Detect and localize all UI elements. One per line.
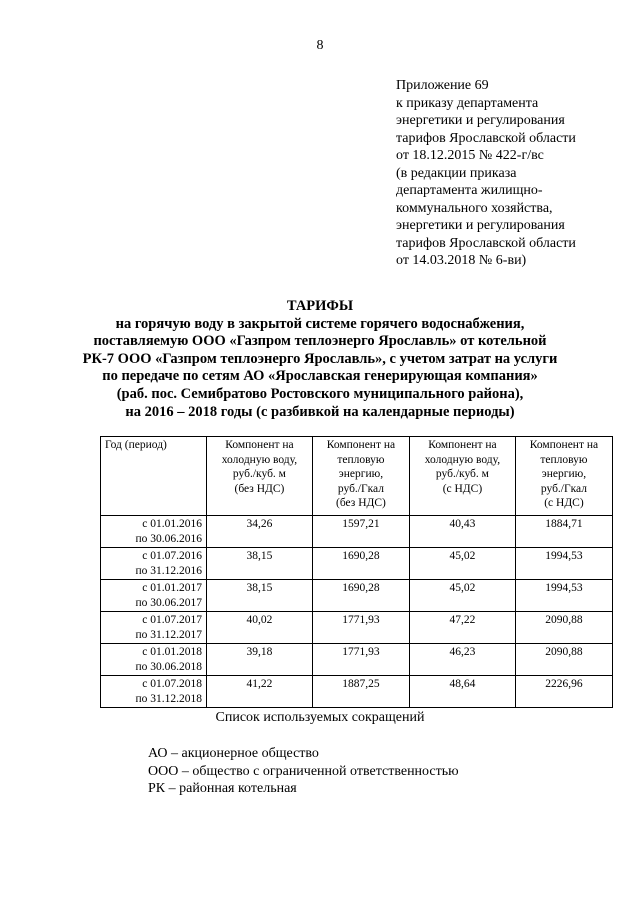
value-cell: 1690,28 bbox=[312, 580, 409, 612]
abbreviation-item: ООО – общество с ограниченной ответственностью bbox=[148, 763, 459, 779]
value-cell: 1597,21 bbox=[312, 516, 409, 548]
table-row bbox=[101, 516, 613, 548]
period-cell: с 01.01.2018 по 30.06.2018 bbox=[101, 644, 207, 676]
appendix-line: коммунального хозяйства, bbox=[396, 200, 553, 216]
value-cell: 41,22 bbox=[207, 676, 313, 708]
appendix-line: департамента жилищно- bbox=[396, 183, 543, 198]
value-cell: 1690,28 bbox=[312, 548, 409, 580]
abbreviations-list bbox=[148, 745, 459, 798]
appendix-block bbox=[396, 77, 576, 270]
value-cell: 45,02 bbox=[409, 548, 515, 580]
table-row bbox=[101, 612, 613, 644]
title-line: поставляемую ООО «Газпром теплоэнерго Ярославль» от котельной bbox=[93, 333, 547, 350]
appendix-line: от 18.12.2015 № 422-г/вс bbox=[396, 148, 544, 163]
appendix-line: энергетики и регулирования bbox=[396, 218, 565, 233]
value-cell: 1771,93 bbox=[312, 644, 409, 676]
period-cell: с 01.01.2017 по 30.06.2017 bbox=[101, 580, 207, 612]
period-cell: с 01.07.2017 по 31.12.2017 bbox=[101, 612, 207, 644]
value-cell: 40,02 bbox=[207, 612, 313, 644]
table-row bbox=[101, 548, 613, 580]
appendix-line: (в редакции приказа bbox=[396, 165, 517, 181]
value-cell: 1884,71 bbox=[515, 516, 612, 548]
value-cell: 1771,93 bbox=[312, 612, 409, 644]
period-cell: с 01.07.2018 по 31.12.2018 bbox=[101, 676, 207, 708]
value-cell: 2090,88 bbox=[515, 612, 612, 644]
value-cell: 2226,96 bbox=[515, 676, 612, 708]
value-cell: 38,15 bbox=[207, 548, 313, 580]
appendix-line: к приказу департамента bbox=[396, 95, 539, 111]
abbreviation-item: АО – акционерное общество bbox=[148, 746, 319, 761]
header-heat-vat: Компонент на тепловую энергию, руб./Гкал (с НДС) bbox=[515, 437, 612, 516]
table-row bbox=[101, 644, 613, 676]
value-cell: 48,64 bbox=[409, 676, 515, 708]
appendix-line: энергетики и регулирования bbox=[396, 113, 565, 128]
value-cell: 40,43 bbox=[409, 516, 515, 548]
table-row bbox=[101, 580, 613, 612]
appendix-line: тарифов Ярославской области bbox=[396, 130, 576, 146]
title-line: РК-7 ООО «Газпром теплоэнерго Ярославль», с учетом затрат на услуги bbox=[82, 350, 558, 367]
title-line: ТАРИФЫ bbox=[286, 298, 354, 314]
header-cold-water-vat: Компонент на холодную воду, руб./куб. м (с НДС) bbox=[409, 437, 515, 516]
appendix-line: Приложение 69 bbox=[396, 78, 489, 93]
appendix-line: от 14.03.2018 № 6-ви) bbox=[396, 253, 527, 268]
abbreviation-item: РК – районная котельная bbox=[148, 781, 297, 796]
value-cell: 45,02 bbox=[409, 580, 515, 612]
value-cell: 1994,53 bbox=[515, 580, 612, 612]
header-heat-no-vat: Компонент на тепловую энергию, руб./Гкал (без НДС) bbox=[312, 437, 409, 516]
appendix-line: тарифов Ярославской области bbox=[396, 235, 576, 251]
title-line: (раб. пос. Семибратово Ростовского муниципального района), bbox=[116, 385, 524, 402]
value-cell: 1887,25 bbox=[312, 676, 409, 708]
title-line: на 2016 – 2018 годы (с разбивкой на календарные периоды) bbox=[125, 403, 515, 420]
period-cell: с 01.01.2016 по 30.06.2016 bbox=[101, 516, 207, 548]
value-cell: 1994,53 bbox=[515, 548, 612, 580]
document-title bbox=[0, 298, 640, 421]
abbreviations-heading: Список используемых сокращений bbox=[215, 710, 425, 725]
title-line: на горячую воду в закрытой системе горячего водоснабжения, bbox=[115, 315, 525, 332]
table-header-row bbox=[101, 437, 613, 516]
header-cold-water-no-vat: Компонент на холодную воду, руб./куб. м (без НДС) bbox=[207, 437, 313, 516]
table-row bbox=[101, 676, 613, 708]
period-cell: с 01.07.2016 по 31.12.2016 bbox=[101, 548, 207, 580]
value-cell: 34,26 bbox=[207, 516, 313, 548]
page-number: 8 bbox=[316, 38, 324, 53]
tariff-table bbox=[100, 436, 613, 708]
value-cell: 38,15 bbox=[207, 580, 313, 612]
value-cell: 47,22 bbox=[409, 612, 515, 644]
value-cell: 46,23 bbox=[409, 644, 515, 676]
value-cell: 39,18 bbox=[207, 644, 313, 676]
header-period: Год (период) bbox=[101, 437, 207, 516]
value-cell: 2090,88 bbox=[515, 644, 612, 676]
title-line: по передаче по сетям АО «Ярославская генерирующая компания» bbox=[102, 368, 538, 385]
